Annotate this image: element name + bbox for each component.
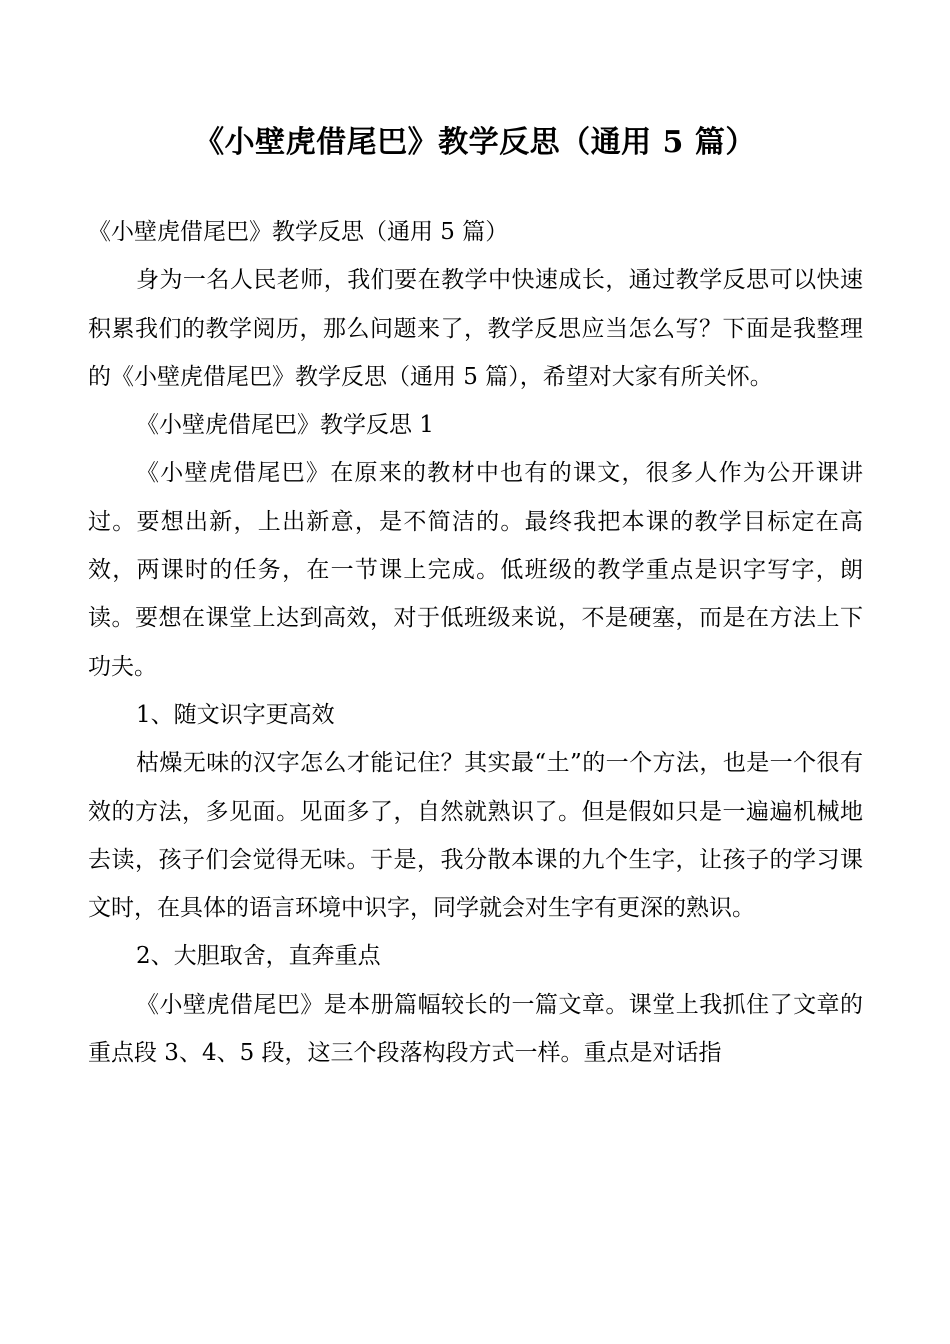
point-heading-1: 1、随文识字更高效 (136, 701, 335, 728)
point-1-paragraph: 枯燥无味的汉字怎么才能记住？其实最“土”的一个方法，也是一个很有效的方法，多见面。见面多了，自然就熟识了。但是假如只是一遍遍机械地去读，孩子们会觉得无味。于是，我分散本课的九个生字，让孩子的学习课文时，在具体的语言环境中识字，同学就会对生字有更深的熟识。 (88, 750, 863, 922)
document-title: 《小壁虎借尾巴》教学反思（通用 5 篇） (194, 125, 756, 160)
subtitle-paragraph: 《小壁虎借尾巴》教学反思（通用 5 篇） (88, 219, 509, 245)
section-heading-reflection-1: 《小壁虎借尾巴》教学反思 1 (136, 412, 434, 439)
reflection-1-paragraph: 《小壁虎借尾巴》在原来的教材中也有的课文，很多人作为公开课讲过。要想出新，上出新意，是不简洁的。最终我把本课的教学目标定在高效，两课时的任务，在一节课上完成。低班级的教学重点是识字写字，朗读。要想在课堂上达到高效，对于低班级来说，不是硬塞，而是在方法上下功夫。 (88, 460, 863, 680)
document-body (88, 208, 863, 1077)
point-heading-2: 2、大胆取舍，直奔重点 (136, 943, 381, 970)
point-2-paragraph: 《小壁虎借尾巴》是本册篇幅较长的一篇文章。课堂上我抓住了文章的重点段 3、4、5 段，这三个段落构段方式一样。重点是对话指 (88, 991, 863, 1067)
intro-paragraph: 身为一名人民老师，我们要在教学中快速成长，通过教学反思可以快速积累我们的教学阅历，那么问题来了，教学反思应当怎么写？下面是我整理的《小壁虎借尾巴》教学反思（通用 5 篇），希望对大家有所关怀。 (88, 267, 863, 390)
